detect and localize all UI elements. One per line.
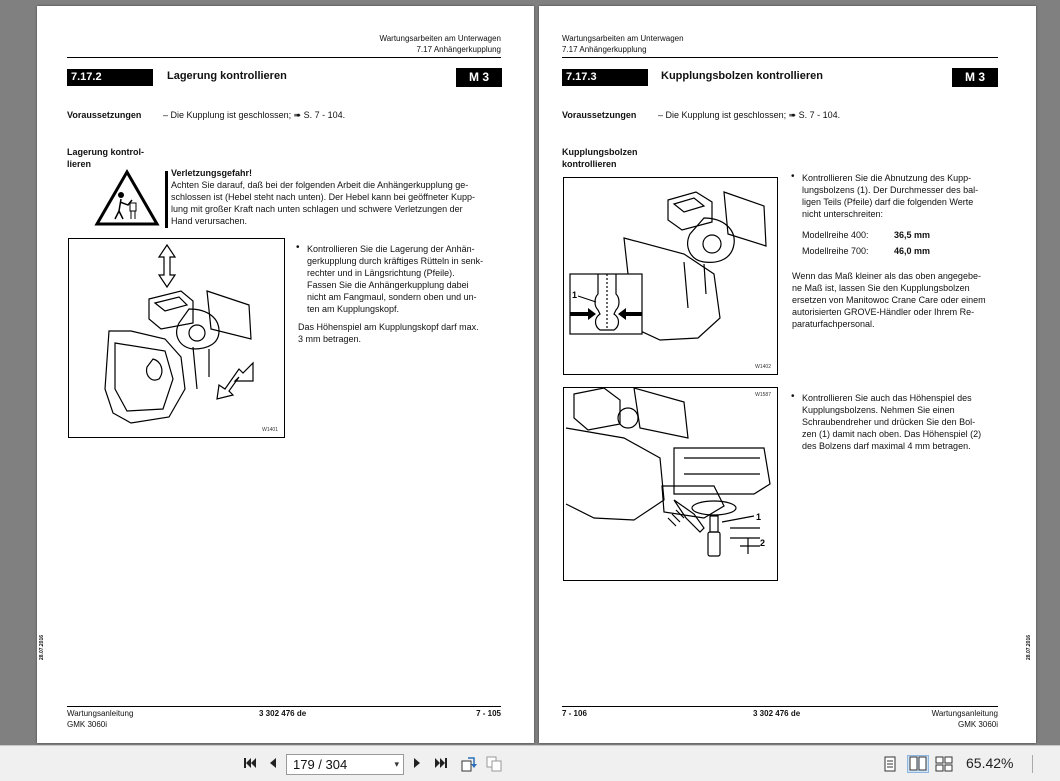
- warning-line: lung mit großer Kraft nach unten schlagen und schwere Verletzungen der: [171, 204, 463, 214]
- warning-line: Hand verursachen.: [171, 216, 248, 226]
- para-line: paraturfachpersonal.: [792, 319, 875, 329]
- bullet-line: lungsbolzens (1). Der Durchmesser des bal-: [802, 185, 979, 195]
- page-header: [562, 33, 684, 55]
- subsection-label: Kupplungsbolzen: [562, 147, 638, 157]
- note-line: 3 mm betragen.: [298, 334, 362, 344]
- model-700-label: Modellreihe 700:: [802, 246, 869, 256]
- callout-label: 1: [756, 512, 762, 522]
- maintenance-badge: M 3: [456, 68, 502, 87]
- para-line: autorisierten GROVE-Händler oder Ihrem Re-: [792, 307, 975, 317]
- fit-page-icon[interactable]: [881, 755, 899, 773]
- para-line: ersetzen von Manitowoc Crane Care oder einem: [792, 295, 986, 305]
- viewer-toolbar: [0, 745, 1060, 781]
- bullet: •: [296, 242, 300, 253]
- continuous-icon[interactable]: [935, 755, 953, 773]
- bullet-line: Kontrollieren Sie die Abnutzung des Kupp-: [802, 173, 972, 183]
- next-page-icon[interactable]: [408, 755, 426, 773]
- footer-left: [67, 708, 133, 730]
- para-line: ne Maß ist, lassen Sie den Kupplungsbolzen: [792, 283, 970, 293]
- first-page-icon[interactable]: [241, 755, 259, 773]
- page-number-input[interactable]: [286, 754, 404, 775]
- footer-line: GMK 3060i: [67, 720, 108, 729]
- subsection-label: kontrollieren: [562, 159, 617, 169]
- coupling-drawing: [69, 239, 284, 437]
- divider: [562, 706, 998, 707]
- prereq-label: Voraussetzungen: [562, 110, 637, 120]
- right-page: [539, 6, 1036, 743]
- bullet-line: Fassen Sie die Anhängerkupplung dabei: [307, 280, 469, 290]
- footer-doc-number: 3 302 476 de: [753, 709, 801, 718]
- model-400-label: Modellreihe 400:: [802, 230, 869, 240]
- rotate-icon[interactable]: [460, 755, 478, 773]
- bullet: •: [791, 171, 795, 182]
- left-page: [37, 6, 534, 743]
- header-line: 7.17 Anhängerkupplung: [416, 45, 501, 54]
- section-number: 7.17.3: [562, 69, 648, 86]
- toolbar-divider: [1032, 755, 1033, 773]
- header-line: Wartungsarbeiten am Unterwagen: [562, 34, 684, 43]
- pin-play-figure: [563, 387, 778, 581]
- copy-icon[interactable]: [485, 755, 503, 773]
- bullet-line: zen (1) damit nach oben. Das Höhenspiel (2): [802, 429, 982, 439]
- bullet: •: [791, 391, 795, 402]
- section-title: Lagerung kontrollieren: [167, 70, 287, 82]
- warning-bar: [165, 171, 168, 228]
- warning-line: Achten Sie darauf, daß bei der folgenden Arbeit die Anhängerkupplung ge-: [171, 180, 469, 190]
- coupling-figure: [68, 238, 285, 438]
- bullet-line: rechter und in Längsrichtung (Pfeile).: [307, 268, 455, 278]
- section-number: 7.17.2: [67, 69, 153, 86]
- subsection-label: lieren: [67, 159, 92, 169]
- footer-line: Wartungsanleitung: [67, 709, 134, 718]
- bullet-line: gerkupplung durch kräftiges Rütteln in senk-: [307, 256, 484, 266]
- pin-wear-figure: [563, 177, 778, 375]
- side-date: 28.07.2016: [39, 634, 45, 660]
- last-page-icon[interactable]: [432, 755, 450, 773]
- header-line: 7.17 Anhängerkupplung: [562, 45, 647, 54]
- pin-play-drawing: [564, 388, 777, 580]
- figure-id: W1587: [755, 392, 771, 398]
- bullet-line: ten am Kupplungskopf.: [307, 304, 400, 314]
- subsection-label: Lagerung kontrol-: [67, 147, 144, 157]
- bullet-line: Kontrollieren Sie auch das Höhenspiel des: [802, 393, 972, 403]
- divider: [562, 57, 998, 58]
- chevron-down-icon[interactable]: ▾: [394, 759, 399, 769]
- maintenance-badge: M 3: [952, 68, 998, 87]
- bullet-line: Schraubendreher und drücken Sie den Bol-: [802, 417, 976, 427]
- bullet-line: des Bolzens darf maximal 4 mm betragen.: [802, 441, 971, 451]
- warning-triangle-icon: [94, 169, 160, 232]
- page-number-value: 179 / 304: [293, 757, 348, 772]
- figure-id: W1402: [755, 364, 771, 370]
- prev-page-icon[interactable]: [264, 755, 282, 773]
- note-line: Das Höhenspiel am Kupplungskopf darf max.: [298, 322, 479, 332]
- callout-label: 1: [572, 290, 578, 300]
- side-date: 28.07.2016: [1026, 634, 1032, 660]
- bullet-line: Kontrollieren Sie die Lagerung der Anhän-: [307, 244, 475, 254]
- model-700-value: 46,0 mm: [894, 246, 931, 256]
- prereq-text: – Die Kupplung ist geschlossen; ➠ S. 7 - 104.: [163, 110, 346, 120]
- bullet-line: nicht am Fangmaul, sondern oben und un-: [307, 292, 477, 302]
- footer-doc-number: 3 302 476 de: [259, 709, 307, 718]
- prereq-text: – Die Kupplung ist geschlossen; ➠ S. 7 - 104.: [658, 110, 841, 120]
- section-title: Kupplungsbolzen kontrollieren: [661, 70, 823, 82]
- pin-wear-drawing: [564, 178, 777, 374]
- warning-title: Verletzungsgefahr!: [171, 168, 253, 178]
- page-header: [379, 33, 501, 55]
- footer-right: [932, 708, 998, 730]
- divider: [67, 57, 501, 58]
- footer-line: Wartungsanleitung: [931, 709, 998, 718]
- bullet-line: Kupplungsbolzens. Nehmen Sie einen: [802, 405, 955, 415]
- header-line: Wartungsarbeiten am Unterwagen: [379, 34, 501, 43]
- footer-line: GMK 3060i: [957, 720, 998, 729]
- footer-page-number: 7 - 106: [562, 709, 587, 718]
- two-page-icon[interactable]: [907, 755, 929, 773]
- prereq-label: Voraussetzungen: [67, 110, 142, 120]
- zoom-level[interactable]: 65.42%: [966, 755, 1014, 771]
- warning-line: schlossen ist (Hebel steht nach unten). Der Hebel kann bei geöffneter Kupp-: [171, 192, 476, 202]
- figure-id: W1401: [262, 427, 278, 433]
- model-400-value: 36,5 mm: [894, 230, 931, 240]
- bullet-line: nicht unterschreiten:: [802, 209, 884, 219]
- callout-label: 2: [760, 538, 766, 548]
- divider: [67, 706, 501, 707]
- bullet-line: ligen Teils (Pfeile) darf die folgenden Werte: [802, 197, 974, 207]
- footer-page-number: 7 - 105: [476, 709, 501, 718]
- para-line: Wenn das Maß kleiner als das oben angegebe-: [792, 271, 981, 281]
